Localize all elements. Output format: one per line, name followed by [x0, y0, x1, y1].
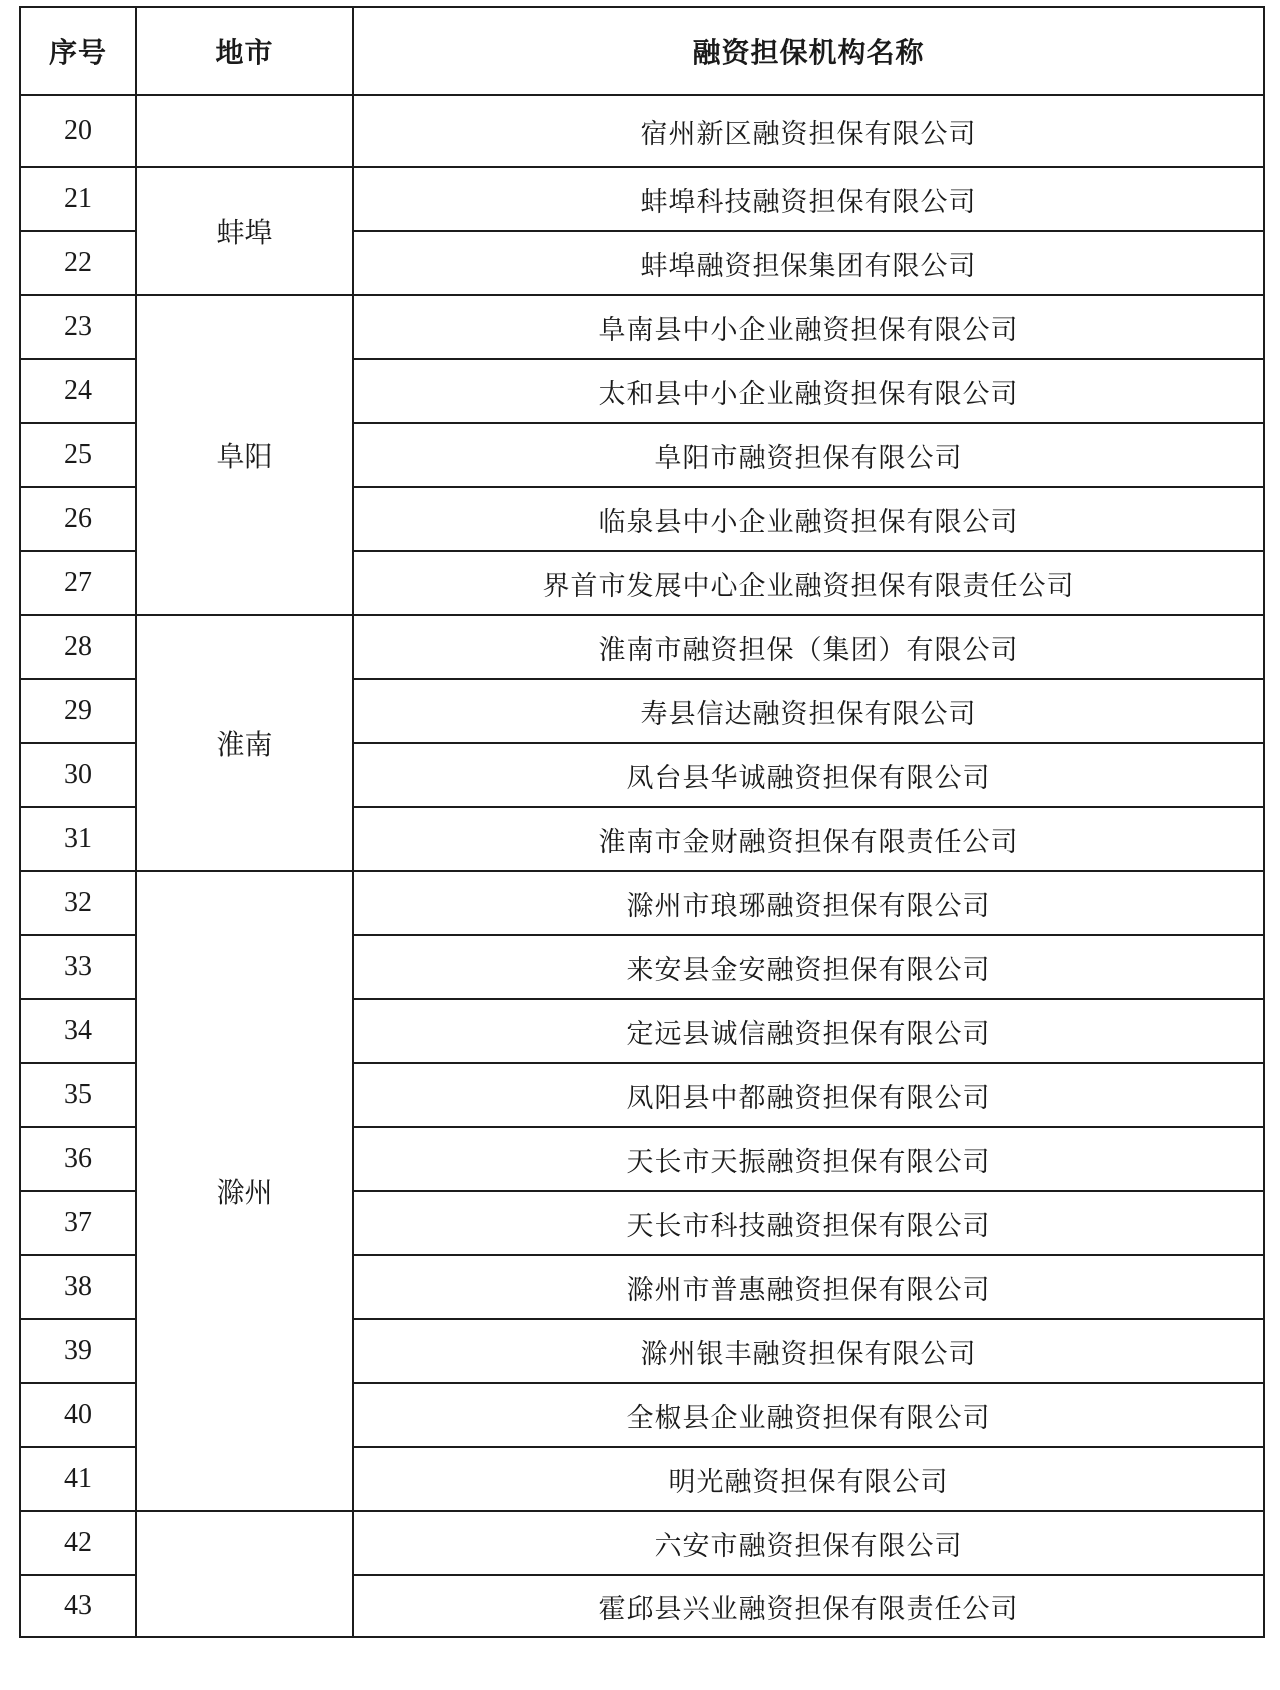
header-city: 地市 [136, 7, 353, 95]
table-row [20, 615, 1264, 679]
seq-cell: 37 [20, 1191, 136, 1255]
header-seq: 序号 [20, 7, 136, 95]
seq-cell: 43 [20, 1575, 136, 1637]
institution-name-cell: 凤台县华诚融资担保有限公司 [353, 743, 1264, 807]
institution-name-cell: 天长市科技融资担保有限公司 [353, 1191, 1264, 1255]
institution-name-cell: 来安县金安融资担保有限公司 [353, 935, 1264, 999]
table-row [20, 295, 1264, 359]
institution-name-cell: 六安市融资担保有限公司 [353, 1511, 1264, 1575]
header-name: 融资担保机构名称 [353, 7, 1264, 95]
document-page [19, 6, 1265, 1638]
seq-cell: 40 [20, 1383, 136, 1447]
institution-name-cell: 定远县诚信融资担保有限公司 [353, 999, 1264, 1063]
seq-cell: 24 [20, 359, 136, 423]
institution-name-cell: 滁州市琅琊融资担保有限公司 [353, 871, 1264, 935]
city-cell: 滁州 [136, 871, 353, 1511]
institution-name-cell: 凤阳县中都融资担保有限公司 [353, 1063, 1264, 1127]
seq-cell: 23 [20, 295, 136, 359]
seq-cell: 41 [20, 1447, 136, 1511]
seq-cell: 38 [20, 1255, 136, 1319]
seq-cell: 35 [20, 1063, 136, 1127]
institution-name-cell: 霍邱县兴业融资担保有限责任公司 [353, 1575, 1264, 1637]
table-header [20, 7, 1264, 95]
city-cell [136, 95, 353, 167]
institution-name-cell: 宿州新区融资担保有限公司 [353, 95, 1264, 167]
table-row [20, 167, 1264, 231]
seq-cell: 42 [20, 1511, 136, 1575]
institution-name-cell: 阜阳市融资担保有限公司 [353, 423, 1264, 487]
seq-cell: 28 [20, 615, 136, 679]
institution-name-cell: 明光融资担保有限公司 [353, 1447, 1264, 1511]
seq-cell: 30 [20, 743, 136, 807]
city-cell: 淮南 [136, 615, 353, 871]
institution-name-cell: 太和县中小企业融资担保有限公司 [353, 359, 1264, 423]
seq-cell: 32 [20, 871, 136, 935]
institution-name-cell: 淮南市金财融资担保有限责任公司 [353, 807, 1264, 871]
institution-name-cell: 全椒县企业融资担保有限公司 [353, 1383, 1264, 1447]
seq-cell: 20 [20, 95, 136, 167]
seq-cell: 27 [20, 551, 136, 615]
city-cell [136, 1511, 353, 1637]
seq-cell: 21 [20, 167, 136, 231]
table-row [20, 95, 1264, 167]
seq-cell: 22 [20, 231, 136, 295]
institution-name-cell: 蚌埠科技融资担保有限公司 [353, 167, 1264, 231]
seq-cell: 39 [20, 1319, 136, 1383]
institution-name-cell: 寿县信达融资担保有限公司 [353, 679, 1264, 743]
seq-cell: 25 [20, 423, 136, 487]
institution-name-cell: 蚌埠融资担保集团有限公司 [353, 231, 1264, 295]
guarantee-institution-table [19, 6, 1265, 1638]
seq-cell: 26 [20, 487, 136, 551]
institution-name-cell: 淮南市融资担保（集团）有限公司 [353, 615, 1264, 679]
city-cell: 阜阳 [136, 295, 353, 615]
city-cell: 蚌埠 [136, 167, 353, 295]
table-row [20, 1511, 1264, 1575]
institution-name-cell: 天长市天振融资担保有限公司 [353, 1127, 1264, 1191]
institution-name-cell: 滁州银丰融资担保有限公司 [353, 1319, 1264, 1383]
seq-cell: 29 [20, 679, 136, 743]
header-row [20, 7, 1264, 95]
institution-name-cell: 阜南县中小企业融资担保有限公司 [353, 295, 1264, 359]
seq-cell: 34 [20, 999, 136, 1063]
seq-cell: 36 [20, 1127, 136, 1191]
table-row [20, 871, 1264, 935]
table-body [20, 95, 1264, 1637]
institution-name-cell: 滁州市普惠融资担保有限公司 [353, 1255, 1264, 1319]
institution-name-cell: 界首市发展中心企业融资担保有限责任公司 [353, 551, 1264, 615]
institution-name-cell: 临泉县中小企业融资担保有限公司 [353, 487, 1264, 551]
seq-cell: 31 [20, 807, 136, 871]
seq-cell: 33 [20, 935, 136, 999]
